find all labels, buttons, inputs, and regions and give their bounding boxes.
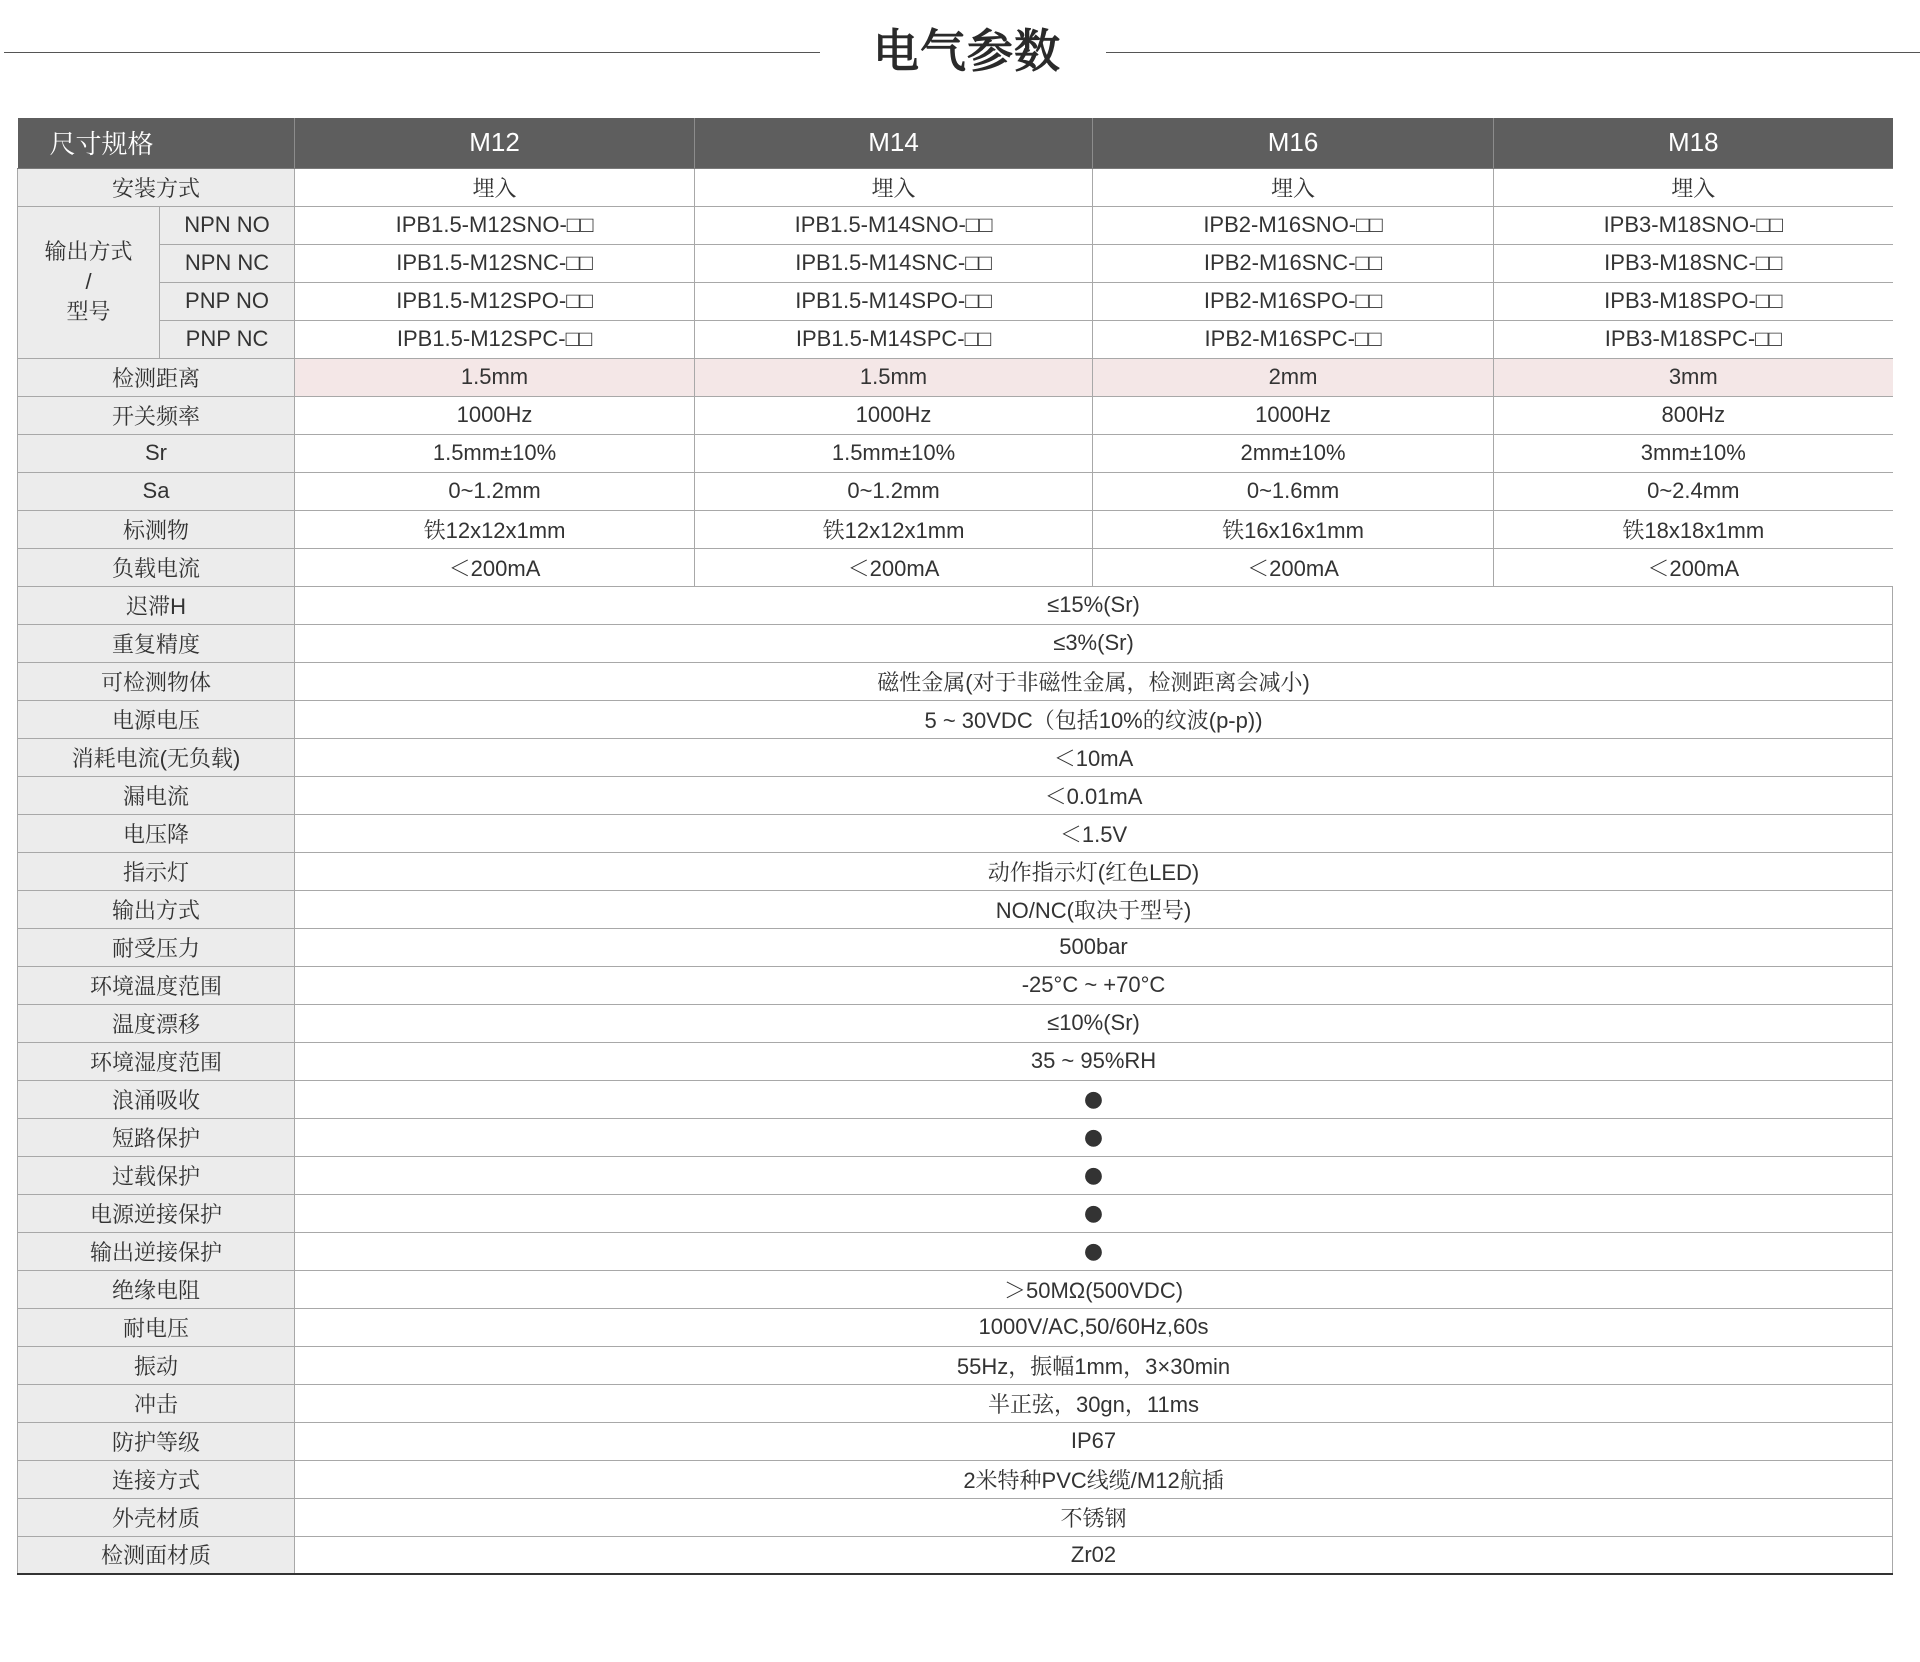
row-temperature-drift: [18, 1004, 1893, 1042]
spec-label: Sr: [18, 434, 295, 472]
spec-label: 过载保护: [18, 1156, 295, 1194]
row-output-reverse-protection: [18, 1232, 1893, 1270]
install-value-m16: 埋入: [1093, 168, 1494, 206]
row-protection-rating: [18, 1422, 1893, 1460]
row-dielectric-strength: [18, 1308, 1893, 1346]
spec-label: 耐电压: [18, 1308, 295, 1346]
row-detection-distance: [18, 358, 1893, 396]
table-header-row: [18, 118, 1893, 168]
spec-value-m12: ＜200mA: [295, 548, 695, 586]
row-hysteresis: [18, 586, 1893, 624]
spec-value: ≤10%(Sr): [295, 1004, 1893, 1042]
output-type-label: PNP NO: [160, 282, 295, 320]
spec-value-m16: 2mm±10%: [1093, 434, 1494, 472]
row-overload-protection: [18, 1156, 1893, 1194]
header-size-m16: M16: [1093, 118, 1494, 168]
output-label-line: /: [85, 269, 92, 294]
spec-value: Zr02: [295, 1536, 1893, 1574]
spec-value: -25°C ~ +70°C: [295, 966, 1893, 1004]
row-standard-target: [18, 510, 1893, 548]
model-number-m12: IPB1.5-M12SNC-□□: [295, 244, 695, 282]
spec-value-m18: 0~2.4mm: [1494, 472, 1893, 510]
row-current-consumption: [18, 738, 1893, 776]
spec-label: 连接方式: [18, 1460, 295, 1498]
spec-table: [17, 118, 1893, 1575]
spec-value: 5 ~ 30VDC（包括10%的纹波(p-p)): [295, 700, 1893, 738]
row-output-pnp-no: [18, 282, 1893, 320]
model-number-m18: IPB3-M18SPO-□□: [1494, 282, 1893, 320]
model-number-m18: IPB3-M18SNC-□□: [1494, 244, 1893, 282]
model-number-m18: IPB3-M18SNO-□□: [1494, 206, 1893, 244]
spec-label: 指示灯: [18, 852, 295, 890]
model-number-m16: IPB2-M16SPC-□□: [1093, 320, 1494, 358]
spec-value: NO/NC(取决于型号): [295, 890, 1893, 928]
spec-value: ≤15%(Sr): [295, 586, 1893, 624]
output-type-label: PNP NC: [160, 320, 295, 358]
spec-value-m12: 1.5mm±10%: [295, 434, 695, 472]
spec-label: 漏电流: [18, 776, 295, 814]
spec-label: 绝缘电阻: [18, 1270, 295, 1308]
install-value-m18: 埋入: [1494, 168, 1893, 206]
row-supply-voltage: [18, 700, 1893, 738]
spec-value-m14: 1.5mm±10%: [695, 434, 1093, 472]
spec-value-m14: 0~1.2mm: [695, 472, 1093, 510]
page-title: 电气参数: [873, 24, 1061, 78]
row-load-current: [18, 548, 1893, 586]
row-detectable-object: [18, 662, 1893, 700]
supported-dot-icon: ●: [295, 1080, 1893, 1118]
spec-value: 1000V/AC,50/60Hz,60s: [295, 1308, 1893, 1346]
row-output-npn-nc: [18, 244, 1893, 282]
spec-value-m14: 1.5mm: [695, 358, 1093, 396]
spec-value: 55Hz，振幅1mm，3×30min: [295, 1346, 1893, 1384]
output-label-line: 型号: [66, 299, 111, 324]
row-output-npn-no: [18, 206, 1893, 244]
row-housing-material: [18, 1498, 1893, 1536]
spec-label: 输出方式: [18, 890, 295, 928]
row-repeat-accuracy: [18, 624, 1893, 662]
spec-value: 磁性金属(对于非磁性金属，检测距离会减小): [295, 662, 1893, 700]
spec-value: 半正弦，30gn，11ms: [295, 1384, 1893, 1422]
spec-label: 耐受压力: [18, 928, 295, 966]
row-pressure-resistance: [18, 928, 1893, 966]
spec-value-m16: ＜200mA: [1093, 548, 1494, 586]
model-number-m12: IPB1.5-M12SNO-□□: [295, 206, 695, 244]
row-vibration: [18, 1346, 1893, 1384]
spec-value-m16: 铁16x16x1mm: [1093, 510, 1494, 548]
spec-value-m12: 1000Hz: [295, 396, 695, 434]
spec-label: 短路保护: [18, 1118, 295, 1156]
row-insulation-resistance: [18, 1270, 1893, 1308]
install-value-m12: 埋入: [295, 168, 695, 206]
spec-label: Sa: [18, 472, 295, 510]
supported-dot-icon: ●: [295, 1118, 1893, 1156]
title-rule-left: [4, 52, 820, 53]
spec-label: 检测距离: [18, 358, 295, 396]
spec-label: 检测面材质: [18, 1536, 295, 1574]
spec-value: ＜1.5V: [295, 814, 1893, 852]
spec-label: 标测物: [18, 510, 295, 548]
row-indicator: [18, 852, 1893, 890]
spec-value-m18: 铁18x18x1mm: [1494, 510, 1893, 548]
spec-label: 迟滞H: [18, 586, 295, 624]
spec-value-m18: 800Hz: [1494, 396, 1893, 434]
spec-value-m18: ＜200mA: [1494, 548, 1893, 586]
row-install: [18, 168, 1893, 206]
spec-label: 温度漂移: [18, 1004, 295, 1042]
spec-value: ＜0.01mA: [295, 776, 1893, 814]
row-leakage-current: [18, 776, 1893, 814]
spec-value: ≤3%(Sr): [295, 624, 1893, 662]
model-number-m12: IPB1.5-M12SPC-□□: [295, 320, 695, 358]
spec-value: 动作指示灯(红色LED): [295, 852, 1893, 890]
model-number-m16: IPB2-M16SNC-□□: [1093, 244, 1494, 282]
spec-value-m18: 3mm±10%: [1494, 434, 1893, 472]
header-size-m12: M12: [295, 118, 695, 168]
spec-value-m14: ＜200mA: [695, 548, 1093, 586]
spec-value-m16: 1000Hz: [1093, 396, 1494, 434]
spec-value-m12: 铁12x12x1mm: [295, 510, 695, 548]
spec-value-m14: 铁12x12x1mm: [695, 510, 1093, 548]
spec-label: 重复精度: [18, 624, 295, 662]
row-sa: [18, 472, 1893, 510]
row-sr: [18, 434, 1893, 472]
spec-value: IP67: [295, 1422, 1893, 1460]
spec-value-m12: 0~1.2mm: [295, 472, 695, 510]
spec-value: 不锈钢: [295, 1498, 1893, 1536]
row-connection: [18, 1460, 1893, 1498]
spec-label: 振动: [18, 1346, 295, 1384]
spec-value-m16: 2mm: [1093, 358, 1494, 396]
spec-label: 负载电流: [18, 548, 295, 586]
spec-label: 浪涌吸收: [18, 1080, 295, 1118]
spec-label: 可检测物体: [18, 662, 295, 700]
supported-dot-icon: ●: [295, 1156, 1893, 1194]
title-rule-right: [1106, 52, 1920, 53]
spec-label: 外壳材质: [18, 1498, 295, 1536]
output-type-label: NPN NO: [160, 206, 295, 244]
row-ambient-temperature: [18, 966, 1893, 1004]
row-sensing-face-material: [18, 1536, 1893, 1574]
install-label: 安装方式: [18, 168, 295, 206]
spec-label: 环境湿度范围: [18, 1042, 295, 1080]
spec-label: 电源逆接保护: [18, 1194, 295, 1232]
spec-label: 开关频率: [18, 396, 295, 434]
row-shock: [18, 1384, 1893, 1422]
spec-value: ＜10mA: [295, 738, 1893, 776]
row-output-pnp-nc: [18, 320, 1893, 358]
spec-label: 消耗电流(无负载): [18, 738, 295, 776]
spec-value: 500bar: [295, 928, 1893, 966]
row-output-mode: [18, 890, 1893, 928]
row-ambient-humidity: [18, 1042, 1893, 1080]
row-surge-absorption: [18, 1080, 1893, 1118]
output-type-label: NPN NC: [160, 244, 295, 282]
spec-label: 防护等级: [18, 1422, 295, 1460]
spec-label: 环境温度范围: [18, 966, 295, 1004]
spec-label: 电源电压: [18, 700, 295, 738]
spec-value-m12: 1.5mm: [295, 358, 695, 396]
model-number-m16: IPB2-M16SPO-□□: [1093, 282, 1494, 320]
output-label-line: 输出方式: [44, 239, 133, 264]
spec-value-m18: 3mm: [1494, 358, 1893, 396]
model-number-m14: IPB1.5-M14SPC-□□: [695, 320, 1093, 358]
row-reverse-polarity-protection: [18, 1194, 1893, 1232]
spec-label: 输出逆接保护: [18, 1232, 295, 1270]
row-short-circuit-protection: [18, 1118, 1893, 1156]
model-number-m16: IPB2-M16SNO-□□: [1093, 206, 1494, 244]
model-number-m12: IPB1.5-M12SPO-□□: [295, 282, 695, 320]
spec-value-m16: 0~1.6mm: [1093, 472, 1494, 510]
spec-label: 冲击: [18, 1384, 295, 1422]
header-size-label: 尺寸规格: [18, 118, 295, 168]
spec-label: 电压降: [18, 814, 295, 852]
header-size-m18: M18: [1494, 118, 1893, 168]
supported-dot-icon: ●: [295, 1194, 1893, 1232]
model-number-m14: IPB1.5-M14SNO-□□: [695, 206, 1093, 244]
row-voltage-drop: [18, 814, 1893, 852]
supported-dot-icon: ●: [295, 1232, 1893, 1270]
install-value-m14: 埋入: [695, 168, 1093, 206]
model-number-m18: IPB3-M18SPC-□□: [1494, 320, 1893, 358]
spec-value: 2米特种PVC线缆/M12航插: [295, 1460, 1893, 1498]
header-size-m14: M14: [695, 118, 1093, 168]
spec-value: 35 ~ 95%RH: [295, 1042, 1893, 1080]
spec-value: ＞50MΩ(500VDC): [295, 1270, 1893, 1308]
model-number-m14: IPB1.5-M14SPO-□□: [695, 282, 1093, 320]
model-number-m14: IPB1.5-M14SNC-□□: [695, 244, 1093, 282]
row-switching-frequency: [18, 396, 1893, 434]
spec-value-m14: 1000Hz: [695, 396, 1093, 434]
output-label: [18, 206, 160, 358]
